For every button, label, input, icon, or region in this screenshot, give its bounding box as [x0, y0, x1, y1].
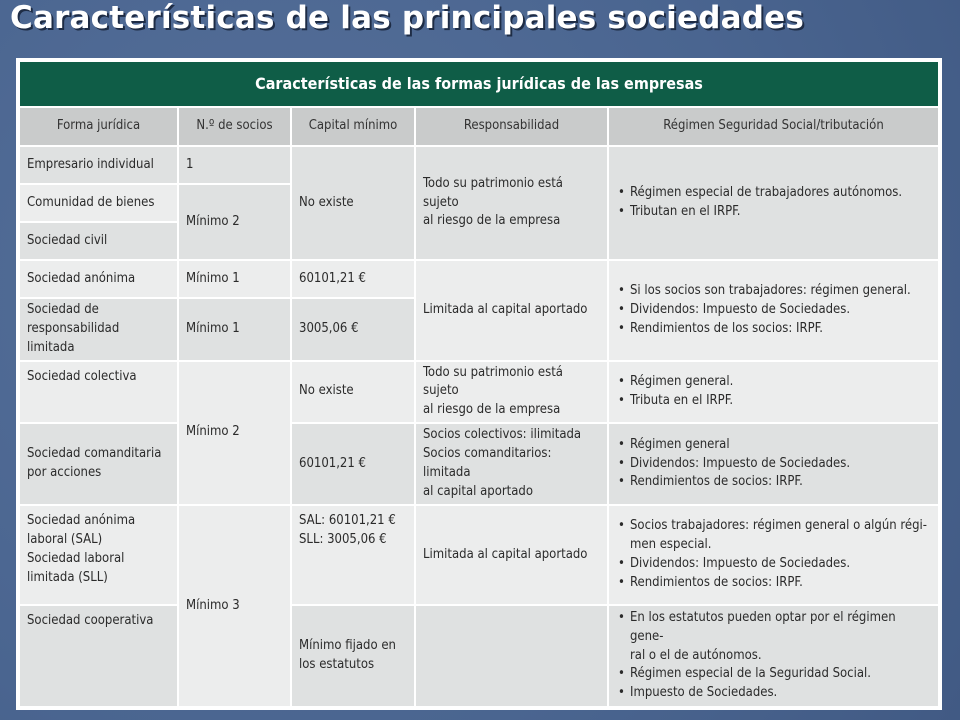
- regimen-item: • Dividendos: Impuesto de Sociedades.: [630, 301, 931, 320]
- regimen-item: • Régimen general: [630, 436, 931, 455]
- regimen-cell: [608, 605, 939, 707]
- header-num-socios: N.º de socios: [178, 107, 291, 146]
- forma-comunidad-de-bienes: Comunidad de bienes: [19, 184, 178, 222]
- table-caption: Características de las formas jurídicas de las empresas: [19, 61, 939, 107]
- table-row: [19, 146, 939, 184]
- table-header-row: [19, 107, 939, 146]
- table-row: [19, 423, 939, 505]
- forma-sociedad-anonima: Sociedad anónima: [19, 260, 178, 298]
- regimen-item: • Tributan en el IRPF.: [630, 203, 931, 222]
- slide-title: Características de las principales sociedades: [10, 0, 804, 36]
- header-capital-minimo: Capital mínimo: [291, 107, 415, 146]
- regimen-item: • Impuesto de Sociedades.: [630, 684, 931, 703]
- regimen-cell: [608, 260, 939, 361]
- regimen-item: • Socios trabajadores: régimen general o algún régi- men especial.: [630, 517, 931, 555]
- socios-cell: Mínimo 2: [178, 361, 291, 506]
- forma-empresario-individual: Empresario individual: [19, 146, 178, 184]
- forma-sociedad-civil: Sociedad civil: [19, 222, 178, 260]
- legal-forms-table: [18, 60, 940, 708]
- regimen-cell: [608, 423, 939, 505]
- regimen-item: • Tributa en el IRPF.: [630, 392, 931, 411]
- responsabilidad-cell: Socios colectivos: ilimitada Socios comanditarios: limitada al capital aportado: [415, 423, 608, 505]
- socios-cell: Mínimo 3: [178, 505, 291, 707]
- responsabilidad-cell: [415, 605, 608, 707]
- socios-cell: Mínimo 2: [178, 184, 291, 260]
- regimen-item: • Rendimientos de socios: IRPF.: [630, 473, 931, 492]
- forma-sociedad-responsabilidad-limitada: Sociedad de responsabilidad limitada: [19, 298, 178, 361]
- responsabilidad-cell: Todo su patrimonio está sujeto al riesgo de la empresa: [415, 361, 608, 424]
- forma-sociedad-colectiva: Sociedad colectiva: [19, 361, 178, 424]
- capital-cell: Mínimo fijado en los estatutos: [291, 605, 415, 707]
- regimen-item: • Dividendos: Impuesto de Sociedades.: [630, 455, 931, 474]
- socios-cell: 1: [178, 146, 291, 184]
- regimen-item: • Si los socios son trabajadores: régimen general.: [630, 282, 931, 301]
- regimen-item: • Rendimientos de socios: IRPF.: [630, 574, 931, 593]
- regimen-item: • Rendimientos de los socios: IRPF.: [630, 320, 931, 339]
- table-caption-row: [19, 61, 939, 107]
- table-row: [19, 260, 939, 298]
- capital-cell: SAL: 60101,21 € SLL: 3005,06 €: [291, 505, 415, 605]
- regimen-item: • Dividendos: Impuesto de Sociedades.: [630, 555, 931, 574]
- regimen-cell: [608, 361, 939, 424]
- capital-cell: No existe: [291, 361, 415, 424]
- socios-cell: Mínimo 1: [178, 298, 291, 361]
- forma-sociedad-laboral: Sociedad anónima laboral (SAL) Sociedad laboral limitada (SLL): [19, 505, 178, 605]
- header-forma-juridica: Forma jurídica: [19, 107, 178, 146]
- table-row: [19, 505, 939, 605]
- header-regimen: Régimen Seguridad Social/tributación: [608, 107, 939, 146]
- capital-cell: 3005,06 €: [291, 298, 415, 361]
- regimen-item: • Régimen general.: [630, 373, 931, 392]
- regimen-item: • En los estatutos pueden optar por el régimen gene- ral o el de autónomos.: [630, 609, 931, 666]
- regimen-item: • Régimen especial de trabajadores autónomos.: [630, 184, 931, 203]
- legal-forms-table-frame: [16, 58, 942, 710]
- forma-sociedad-cooperativa: Sociedad cooperativa: [19, 605, 178, 707]
- responsabilidad-cell: Limitada al capital aportado: [415, 260, 608, 361]
- capital-cell: No existe: [291, 146, 415, 260]
- regimen-cell: [608, 146, 939, 260]
- responsabilidad-cell: Limitada al capital aportado: [415, 505, 608, 605]
- socios-cell: Mínimo 1: [178, 260, 291, 298]
- header-responsabilidad: Responsabilidad: [415, 107, 608, 146]
- forma-sociedad-comanditaria: Sociedad comanditaria por acciones: [19, 423, 178, 505]
- responsabilidad-cell: Todo su patrimonio está sujeto al riesgo de la empresa: [415, 146, 608, 260]
- regimen-item: • Régimen especial de la Seguridad Social.: [630, 665, 931, 684]
- capital-cell: 60101,21 €: [291, 423, 415, 505]
- regimen-cell: [608, 505, 939, 605]
- table-row: [19, 361, 939, 424]
- capital-cell: 60101,21 €: [291, 260, 415, 298]
- table-row: [19, 605, 939, 707]
